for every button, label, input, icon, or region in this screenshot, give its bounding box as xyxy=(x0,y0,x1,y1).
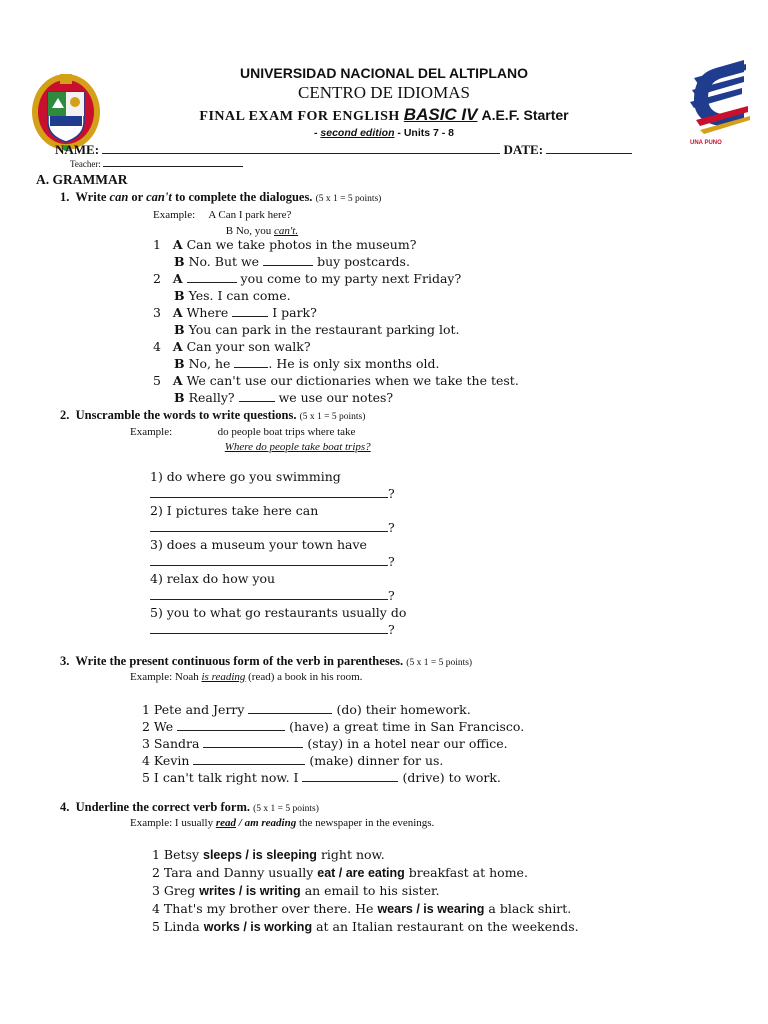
section-a-q4-example-opt2: am reading xyxy=(244,817,297,829)
q2-item-5 xyxy=(150,604,406,638)
units: - Units 7 - 8 xyxy=(397,127,455,139)
section-a-q4-items-3-pre: 4 That's my brother over there. He xyxy=(152,901,374,916)
section-a-q4-instr: Underline the correct verb form. xyxy=(75,800,250,814)
answer-blank[interactable] xyxy=(177,719,285,731)
section-a-q4-example-opt1: read xyxy=(215,817,237,829)
section-a-q1-items-1-a-label: A xyxy=(172,271,183,286)
section-a-q1-items-0-b-label: B xyxy=(174,254,185,269)
section-a-q1-items-1-b-label: B xyxy=(174,288,185,303)
answer-line[interactable] xyxy=(150,588,388,600)
name-label: NAME: xyxy=(55,142,100,157)
teacher-field[interactable] xyxy=(70,158,243,169)
section-a-q2-items-1-end: ? xyxy=(388,520,395,535)
section-a-q1-items-1-b-text: Yes. I can come. xyxy=(188,288,291,303)
section-a-q2-items-0-end: ? xyxy=(388,486,395,501)
section-a-q3-example-pre: Example: Noah xyxy=(130,671,199,683)
section-a-q1-w-or: or xyxy=(131,190,143,204)
header-edition-dash: - xyxy=(313,127,318,139)
q3-item-2 xyxy=(142,718,524,735)
q3-item-4 xyxy=(142,752,524,769)
university-title: UNIVERSIDAD NACIONAL DEL ALTIPLANO xyxy=(239,65,529,81)
q1-example xyxy=(153,207,298,239)
section-a-q1-items-4-a-label: A xyxy=(172,373,183,388)
section-a-q2-instr: Unscramble the words to write questions. xyxy=(75,408,297,422)
section-a-q2-example-answer: Where do people take boat trips? xyxy=(224,441,371,453)
name-field[interactable] xyxy=(55,142,632,158)
section-a-q4-items-3-post: a black shirt. xyxy=(488,901,572,916)
section-a-q1-items-2-b-label: B xyxy=(174,322,185,337)
section-a-q3-example-answer: is reading xyxy=(201,671,246,683)
section-a-q1-items-0-a-label: A xyxy=(172,237,183,252)
section-a-q1-w-cant: can't xyxy=(146,190,172,204)
answer-blank[interactable] xyxy=(203,736,303,748)
section-a-q2-items-0-text: 1) do where go you swimming xyxy=(150,469,341,484)
section-a-q4-items-1-pre: 2 Tara and Danny usually xyxy=(152,865,314,880)
section-a-q1-items-1-a-post: you come to my party next Friday? xyxy=(240,271,462,286)
section-a-q1-example-b-answer: can't. xyxy=(274,225,299,237)
section-a-q4-items-1-post: breakfast at home. xyxy=(408,865,528,880)
answer-blank[interactable] xyxy=(193,753,305,765)
section-a-q4-items-4-post: at an Italian restaurant on the weekends. xyxy=(316,919,579,934)
section-a-q1-w-can: can xyxy=(109,190,129,204)
q3-items xyxy=(142,701,524,786)
section-a-q3-items-3-pre: 4 Kevin xyxy=(142,753,190,768)
section-a-q1-items-2-a-label: A xyxy=(172,305,183,320)
q3-item-5 xyxy=(142,769,524,786)
q4-item-2 xyxy=(152,864,579,882)
section-a-q2-items-4-text: 5) you to what go restaurants usually do xyxy=(150,605,407,620)
section-a-q1-items-0-b-pre: No. But we xyxy=(188,254,260,269)
section-a-q2-items-2-text: 3) does a museum your town have xyxy=(150,537,367,552)
q3-heading xyxy=(60,654,472,669)
section-a-q3-items-0-pre: 1 Pete and Jerry xyxy=(142,702,245,717)
section-a-q1-items-4-num: 5 xyxy=(153,373,161,388)
section-a-q1-items-3-a-label: A xyxy=(172,339,183,354)
section-a-q1-example-a: A Can I park here? xyxy=(208,209,292,221)
right-logo-caption: UNA PUNO xyxy=(690,140,722,146)
section-a-q4-items-2-post: an email to his sister. xyxy=(304,883,440,898)
answer-blank[interactable] xyxy=(248,702,332,714)
section-a-q1-items-2-a-pre: Where xyxy=(186,305,229,320)
exam-level: BASIC IV xyxy=(403,105,478,124)
verb-options[interactable]: eat / are eating xyxy=(317,866,405,880)
section-a-q1-items-3-b-label: B xyxy=(174,356,185,371)
section-a-q2-example-scramble: do people boat trips where take xyxy=(217,426,356,438)
section-a-q1-items-2-b-text: You can park in the restaurant parking lot. xyxy=(188,322,460,337)
centro-title: CENTRO DE IDIOMAS xyxy=(298,83,470,102)
section-a-q1-points: (5 x 1 = 5 points) xyxy=(315,194,382,204)
q4-item-1 xyxy=(152,846,579,864)
section-a-q4-points: (5 x 1 = 5 points) xyxy=(253,804,319,814)
section-a-q4-example-post: the newspaper in the evenings. xyxy=(298,817,435,829)
q4-example xyxy=(130,817,434,829)
section-a-q2-points: (5 x 1 = 5 points) xyxy=(299,412,366,422)
section-a-q3-num: 3. xyxy=(60,654,70,668)
section-a-q1-instr-a: Write xyxy=(75,190,107,204)
verb-options[interactable]: works / is working xyxy=(203,920,313,934)
q4-items xyxy=(152,846,579,936)
q4-item-4 xyxy=(152,900,579,918)
q2-heading xyxy=(60,408,365,423)
section-a-q1-items-4-a-text: We can't use our dictionaries when we take the test. xyxy=(186,373,519,388)
section-a-q2-items-3-text: 4) relax do how you xyxy=(150,571,276,586)
edition-line xyxy=(0,127,768,139)
section-a-q2-example-label: Example: xyxy=(130,426,173,438)
q3-example xyxy=(130,671,362,683)
q1-item-4 xyxy=(153,338,439,372)
section-a-q2-items-3-end: ? xyxy=(388,588,395,603)
section-a-q3-items-4-pre: 5 I can't talk right now. I xyxy=(142,770,299,785)
section-a-q2-items-4-end: ? xyxy=(388,622,395,637)
date-label: DATE: xyxy=(503,142,544,157)
answer-blank[interactable] xyxy=(263,254,313,266)
teacher-label: Teacher: xyxy=(70,159,101,169)
answer-blank[interactable] xyxy=(302,770,398,782)
section-a-q1-items-0-a-text: Can we take photos in the museum? xyxy=(186,237,417,252)
section-a-q3-instr: Write the present continuous form of the verb in parentheses. xyxy=(75,654,404,668)
section-a-q1-items-0-b-post: buy postcards. xyxy=(317,254,410,269)
section-a-q3-items-2-pre: 3 Sandra xyxy=(142,736,200,751)
section-a-q1-items-4-b-label: B xyxy=(174,390,185,405)
section-a-q1-items-3-b-pre: No, he xyxy=(188,356,231,371)
section-a-q3-points: (5 x 1 = 5 points) xyxy=(406,658,473,668)
section-a-q3-items-1-pre: 2 We xyxy=(142,719,174,734)
section-a-q4-items-2-pre: 3 Greg xyxy=(152,883,196,898)
section-a-q1-items-2-a-post: I park? xyxy=(272,305,317,320)
section-a-q1-items-1-num: 2 xyxy=(153,271,161,286)
section-a-q1-items-3-a-text: Can your son walk? xyxy=(186,339,311,354)
section-a-q4-items-0-post: right now. xyxy=(320,847,385,862)
section-a-q1-items-3-num: 4 xyxy=(153,339,161,354)
q2-example xyxy=(130,425,371,455)
section-title: A. GRAMMAR xyxy=(36,172,128,187)
section-a-q4-example-pre: Example: I usually xyxy=(130,817,214,829)
section-a-q3-example-post: (read) a book in his room. xyxy=(248,671,363,683)
section-a-q1-example-label: Example: xyxy=(153,209,196,221)
answer-blank[interactable] xyxy=(187,271,237,283)
q3-item-1 xyxy=(142,701,524,718)
q4-item-5 xyxy=(152,918,579,936)
q2-item-4 xyxy=(150,570,395,604)
section-a-q4-items-4-pre: 5 Linda xyxy=(152,919,200,934)
verb-options[interactable]: writes / is writing xyxy=(199,884,301,898)
section-a-q2-items-1-text: 2) I pictures take here can xyxy=(150,503,319,518)
section-a-q1-items-4-b-pre: Really? xyxy=(188,390,235,405)
section-a-q3-items-0-post: (do) their homework. xyxy=(336,702,471,717)
q1-item-5 xyxy=(153,372,519,406)
edition: second edition xyxy=(320,127,395,139)
exam-course: A.E.F. Starter xyxy=(481,107,569,123)
section-a-q3-items-2-post: (stay) in a hotel near our office. xyxy=(307,736,508,751)
q1-item-2 xyxy=(153,270,461,304)
section-a-q1-items-0-num: 1 xyxy=(153,237,161,252)
q2-item-3 xyxy=(150,536,395,570)
section-a-q1-example-b-prefix: B No, you xyxy=(225,225,272,237)
answer-line[interactable] xyxy=(150,486,388,498)
q3-item-3 xyxy=(142,735,524,752)
q2-item-2 xyxy=(150,502,395,536)
section-a-q1-instr-b: to complete the dialogues. xyxy=(174,190,313,204)
section-a-q1-items-4-b-post: we use our notes? xyxy=(278,390,394,405)
exam-prefix: FINAL EXAM FOR ENGLISH xyxy=(199,109,400,124)
answer-blank[interactable] xyxy=(239,390,275,402)
exam-title xyxy=(0,105,768,125)
q2-item-1 xyxy=(150,468,395,502)
section-a-q1-items-2-num: 3 xyxy=(153,305,161,320)
answer-line[interactable] xyxy=(150,622,388,634)
section-a-q2-items-2-end: ? xyxy=(388,554,395,569)
section-a-q1-num: 1. xyxy=(60,190,70,204)
answer-line[interactable] xyxy=(150,554,388,566)
q1-item-3 xyxy=(153,304,460,338)
section-a-q1-items-3-b-post: . He is only six months old. xyxy=(268,356,440,371)
verb-options[interactable]: wears / is wearing xyxy=(377,902,485,916)
section-a-q3-items-3-post: (make) dinner for us. xyxy=(309,753,444,768)
answer-blank[interactable] xyxy=(234,356,268,368)
section-a-q4-example-sep: / xyxy=(238,817,242,829)
section-a-q3-items-4-post: (drive) to work. xyxy=(402,770,501,785)
q4-heading xyxy=(60,800,319,815)
q4-item-3 xyxy=(152,882,579,900)
answer-blank[interactable] xyxy=(232,305,268,317)
section-a-q4-num: 4. xyxy=(60,800,70,814)
section-a-q2-num: 2. xyxy=(60,408,70,422)
verb-options[interactable]: sleeps / is sleeping xyxy=(203,848,317,862)
section-a-q3-items-1-post: (have) a great time in San Francisco. xyxy=(289,719,525,734)
answer-line[interactable] xyxy=(150,520,388,532)
q1-heading xyxy=(60,190,381,205)
section-a-q4-items-0-pre: 1 Betsy xyxy=(152,847,200,862)
q1-item-1 xyxy=(153,236,416,270)
